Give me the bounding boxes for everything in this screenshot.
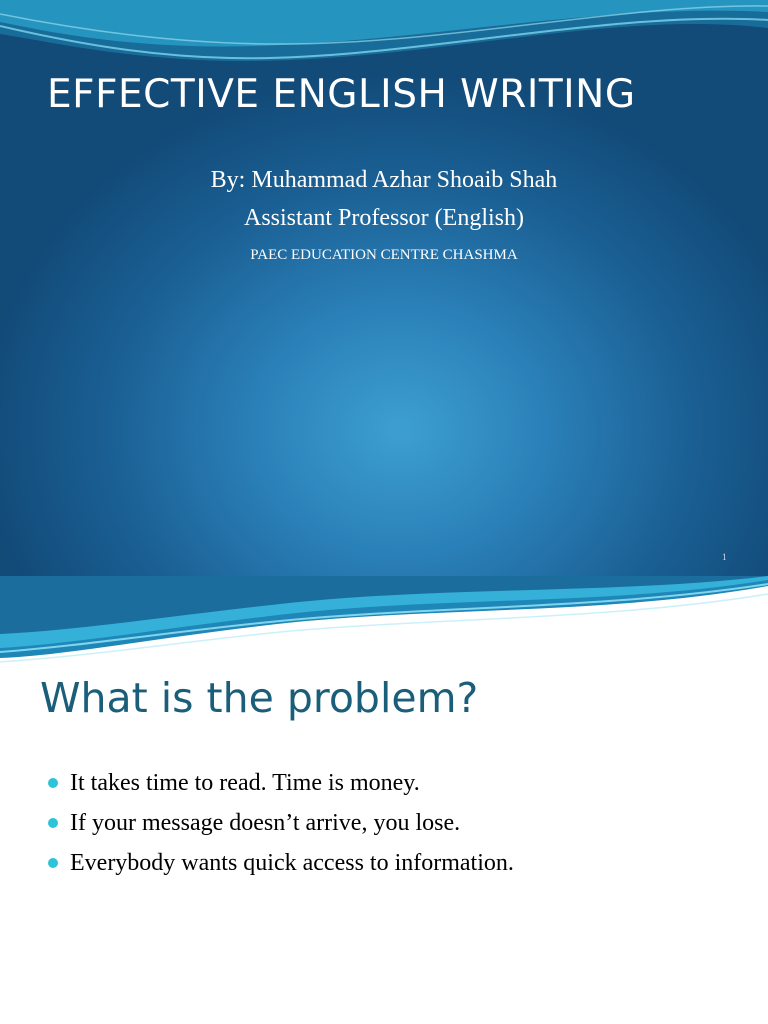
list-item	[48, 766, 514, 806]
content-slide	[0, 576, 768, 1024]
wave-decoration	[0, 576, 768, 666]
bullet-text: If your message doesn’t arrive, you lose.	[70, 810, 461, 836]
list-item	[48, 806, 514, 846]
bullet-list	[48, 766, 514, 886]
bullet-icon	[48, 818, 58, 828]
wave-decoration	[0, 0, 768, 80]
organization-line: PAEC EDUCATION CENTRE CHASHMA	[250, 247, 518, 263]
bullet-text: It takes time to read. Time is money.	[70, 770, 420, 796]
slide-title: EFFECTIVE ENGLISH WRITING	[47, 72, 636, 117]
author-line: By: Muhammad Azhar Shoaib Shah	[210, 167, 558, 193]
slide-number: 1	[722, 552, 727, 562]
bullet-text: Everybody wants quick access to information.	[70, 850, 514, 876]
role-line: Assistant Professor (English)	[244, 205, 524, 231]
bullet-icon	[48, 778, 58, 788]
bullet-icon	[48, 858, 58, 868]
list-item	[48, 846, 514, 886]
slide-title: What is the problem?	[40, 674, 479, 722]
